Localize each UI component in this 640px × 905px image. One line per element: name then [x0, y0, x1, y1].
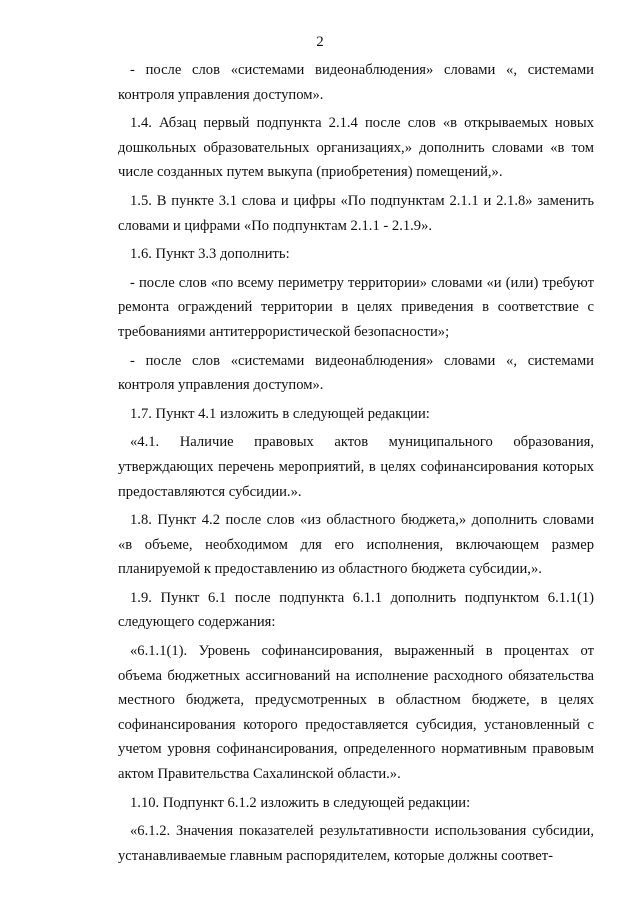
paragraph-1: - после слов «системами видеонаблюдения» словами «, системами контроля управления доступом». [118, 62, 594, 103]
paragraph-7: 1.7. Пункт 4.1 изложить в следующей редакции: [130, 405, 430, 422]
document-body [118, 58, 594, 872]
paragraph-11: «6.1.1(1). Уровень софинансирования, выраженный в процентах от объема бюджетных ассигнований на исполнение расходного обязательства местного бюджета, предусмотренных в областном бюджете, в целях софинансирования которого предоставляется субсидия, установленный с учетом уровня софинансирования, определенного нормативным правовым актом Правительства Сахалинской области.». [118, 643, 594, 783]
paragraph-10: 1.9. Пункт 6.1 после подпункта 6.1.1 дополнить подпунктом 6.1.1(1) следующего содержания: [118, 589, 594, 631]
paragraph-8: «4.1. Наличие правовых актов муниципального образования, утверждающих перечень мероприятий, в целях софинансирования которых предоставляются субсидии.». [118, 434, 594, 500]
paragraph-2: 1.4. Абзац первый подпункта 2.1.4 после слов «в открываемых новых дошкольных образовательных организациях,» дополнить словами «в том числе созданных путем выкупа (приобретения) помещений,». [118, 115, 594, 181]
paragraph-13: «6.1.2. Значения показателей результативности использования субсидии, устанавливаемые главным распорядителем, которые должны соответ- [118, 823, 594, 864]
paragraph-4: 1.6. Пункт 3.3 дополнить: [130, 246, 290, 263]
paragraph-12: 1.10. Подпункт 6.1.2 изложить в следующей редакции: [130, 794, 471, 811]
page-number: 2 [316, 34, 324, 50]
paragraph-3: 1.5. В пункте 3.1 слова и цифры «По подпунктам 2.1.1 и 2.1.8» заменить словами и цифрами «По подпунктам 2.1.1 - 2.1.9». [118, 192, 594, 234]
paragraph-9: 1.8. Пункт 4.2 после слов «из областного бюджета,» дополнить словами «в объеме, необходимом для его исполнения, включающем размер планируемой к предоставлению из областного бюджета субсидии,». [118, 512, 594, 578]
paragraph-5: - после слов «по всему периметру территории» словами «и (или) требуют ремонта ограждений территории в целях приведения в соответствие с требованиями антитеррористической безопасности»; [118, 274, 594, 340]
paragraph-6: - после слов «системами видеонаблюдения» словами «, системами контроля управления доступом». [118, 352, 594, 394]
